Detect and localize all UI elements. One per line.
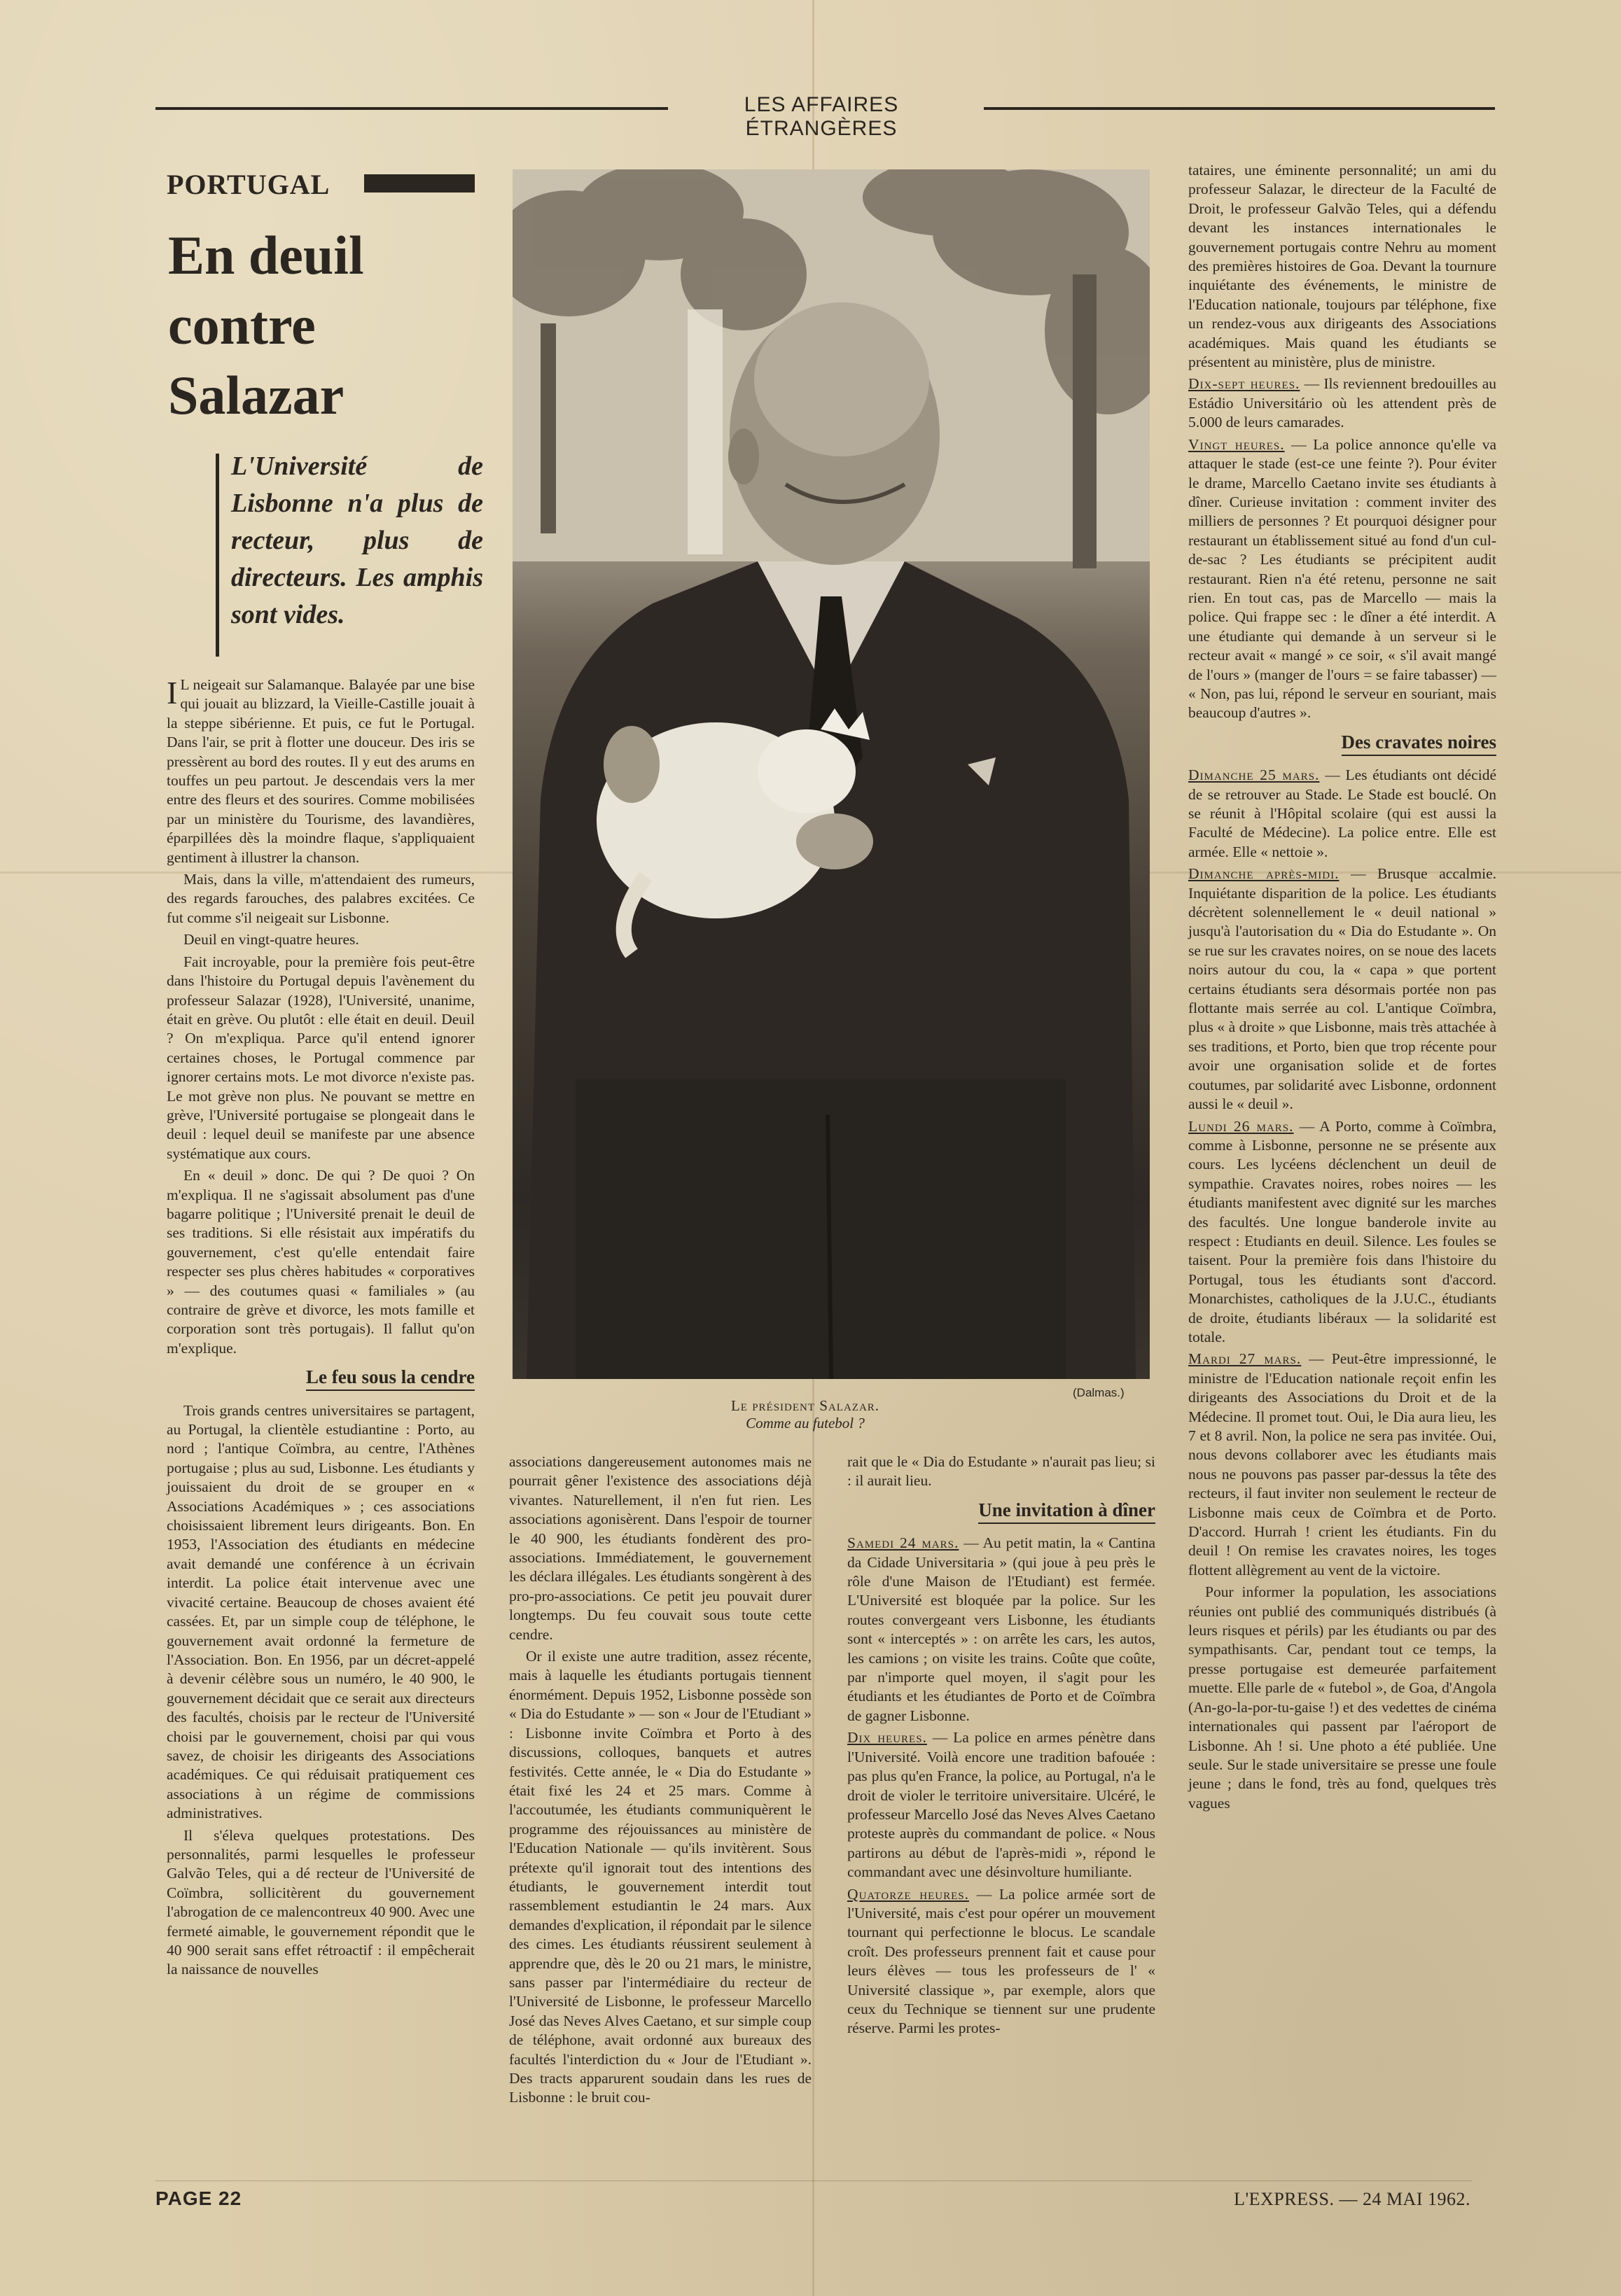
subhead-cravates: Des cravates noires bbox=[1188, 733, 1496, 755]
deck: L'Université de Lisbonne n'a plus de recteur, plus de directeurs. Les amphis sont vides. bbox=[231, 451, 483, 629]
subhead-feu: Le feu sous la cendre bbox=[167, 1368, 475, 1390]
dropcap: I bbox=[167, 675, 178, 710]
kicker-bar bbox=[364, 174, 475, 192]
col1-paragraph-7: Il s'éleva quelques protestations. Des personnalités, parmi lesquelles le professeur Galvão Teles, qui a dé recteur de l'Université de Coïmbra, sollicitèrent du gouvernement l'abrogation de ce malencontreux 40 900. Avec une fermeté aimable, le gouvernement répondit que le 40 900 serait sans effet rétroactif : il empêcherait la naissance de nouvelles bbox=[167, 1826, 475, 1978]
deck-rule bbox=[216, 454, 219, 657]
footer-rule bbox=[155, 2180, 1472, 2181]
col4-paragraph-1: tataires, une éminente personnalité; un ami du professeur Salazar, le directeur de la Faculté de Droit, le professeur Galvão Teles, qui a défendu devant les instances internationales le gouvernement portugais contre Nehru au moment des premières histoires de Goa. Devant la tournure inquiétante des événements, le ministre de l'Education nationale, toujours par téléphone, fixe un rendez-vous aux dirigeants des Associations académiques. Mais quand les étudiants se présentent au ministère, plus de ministre. bbox=[1188, 162, 1496, 371]
timeline-entry-dimanche-apres-midi: Dimanche après-midi. — Brusque accalmie. Inquiétante disparition de la police. Les étudiants décrètent solennellement le « deuil national » jusqu'à l'autorisation du « Dia do Estudante ». On se rue sur les cravates noires, on se noue des lacets noirs autour du cou, la « capa » que portent certains étudiants sera désormais portée non pas flottante mais serrée au col. L'antique Coïmbra, plus « à droite » que Lisbonne, mais très attachée à ses traditions, et Porto, bien que trop récente pour avoir une organisation solide et de fortes coutumes, par solidarité avec Lisbonne, ordonnent aussi le « deuil ». bbox=[1188, 865, 1497, 1113]
timeline-entry-vingt-heures: Vingt heures. — La police annonce qu'elle va attaquer le stade (est-ce une feinte ?). Pour éviter le drame, Marcello Caetano invite ses étudiants à dîner. Curieuse invitation : comment inviter des milliers de personnes ? Et pourquoi désigner pour restaurant un établissement situé au fond d'un cul-de-sac ? Les étudiants se précipitent audit restaurant. Rien n'a été retenu, personne ne sait rien. En tout cas, pas de Marcello — mais la police. Qui frappe sec : le dîner a été interdit. A une étudiante qui demande à un serveur si le recteur avait « mangé » ce soir, « s'il avait mangé de l'ours » (manger de l'ours = se faire tabasser) — « Non, pas lui, répond le serveur en souriant, mais beaucoup d'autres ». bbox=[1188, 435, 1496, 722]
column-2 bbox=[509, 1452, 812, 2110]
column-1 bbox=[167, 676, 475, 1982]
col2-paragraph-1: associations dangereusement autonomes mais ne pourrait gêner l'existence des associations déjà vivantes. Naturellement, il n'en fut rien. Les associations agonisèrent. Dans l'espoir de tourner le 40 900, les étudiants fondèrent des pro-associations. Immédiatement, le gouvernement les déclara illégales. Les étudiants songèrent à des pro-pro-associations. Ce petit jeu pouvait durer longtemps. Du feu couvait sous toute cette cendre. bbox=[509, 1453, 812, 1643]
col1-paragraph-1: L neigeait sur Salamanque. Balayée par une bise qui jouait au blizzard, la Vieille-Castille jouait à la steppe sibérienne. Et puis, ce fut le Portugal. Dans l'air, se prit à flotter une douceur. Des iris se pressèrent au bord des routes. Il y eut des arums en touffes un peu partout. Je descendais vers la mer entre des fleurs et des sourires. Comme mobilisées par un ministère du Tourisme, des lavandières, éparpillées dès la moindre flaque, s'appliquaient gentiment à illustrer la chanson. bbox=[167, 676, 475, 866]
kicker: PORTUGAL bbox=[167, 169, 331, 200]
timeline-entry-samedi: Samedi 24 mars. — Au petit matin, la « Cantina da Cidade Universitaria » (qui joue à peu près le rôle d'une Maison de l'Etudiant) est fermée. L'Université est bloquée par la police. Sur les routes convergeant vers Lisbonne, les étudiants sont « interceptés » : on arrête les cars, les autos, les camions ; on visite les trains. Coûte que coûte, par n'importe quel moyen, il s'agit pour les étudiants et les étudiantes de Porto et de Coïmbra de gagner Lisbonne. bbox=[847, 1534, 1156, 1724]
col3-paragraph-1: rait que le « Dia do Estudante » n'aurait pas lieu; si : il aurait lieu. bbox=[847, 1453, 1155, 1490]
col4-paragraph-last: Pour informer la population, les associations réunies ont publié des communiqués distribués (à leurs risques et périls) par les étudiants ou par des sympathisants. Car, pendant tout ce temps, la presse portugaise est demeurée parfaitement muette. Elle parle de « futebol », de Goa, d'Angola (An-go-la-por-tu-gaise !) et des vedettes de cinéma internationales qui passent par l'aéroport de Lisbonne. Ah ! si. Une photo a été publiée. Une seule. Sur le stade universitaire se presse une foule jeune ; dans le fond, très au fond, quelques très vagues bbox=[1188, 1583, 1496, 1812]
headline-line-1: En deuil bbox=[168, 225, 364, 286]
col1-paragraph-5: En « deuil » donc. De qui ? De quoi ? On m'expliqua. Il ne s'agissait absolument pas d'une bagarre politique ; l'Université prenait le deuil de ses traditions. Si elle résistait aux impératifs du gouvernement, c'est qu'elle entendait faire respecter ses plus chères habitudes « corporatives » — des coutumes quasi « familiales » (au contraire de grève et divorce, les mots famille et corporation sont très portugais). Il fallut qu'on m'explique. bbox=[167, 1167, 475, 1357]
header-rule-left bbox=[155, 107, 668, 110]
timeline-entry-dimanche: Dimanche 25 mars. — Les étudiants ont décidé de se retrouver au Stade. Le Stade est bouclé. On se réunit à l'Hôpital scolaire (qui est aussi la Faculté de Médecine). La police entre. Elle est armée. Elle « nettoie ». bbox=[1188, 766, 1496, 860]
headline-line-2: contre bbox=[168, 295, 316, 356]
column-4 bbox=[1188, 161, 1496, 1816]
col1-paragraph-3: Deuil en vingt-quatre heures. bbox=[183, 931, 359, 948]
timeline-entry-lundi: Lundi 26 mars. — A Porto, comme à Coïmbra, comme à Lisbonne, personne ne se présente aux cours. Les lycéens déclenchent un deuil de sympathie. Cravates noires, robes noires — les étudiants manifestent avec dignité sur les marches des facultés. Une longue banderole invite au respect : Etudiants en deuil. Silence. Les foules se taisent. Pour la première fois dans l'histoire du Portugal, tous les étudiants sont d'accord. Monarchistes, catholiques de la J.U.C., étudiants de droite, étudiants libéraux — la solidarité est totale. bbox=[1188, 1117, 1496, 1345]
subhead-invitation: Une invitation à dîner bbox=[847, 1501, 1155, 1522]
timeline-entry-dix-heures: Dix heures. — La police en armes pénètre dans l'Université. Voilà encore une tradition bafouée : pas plus qu'en France, la police, au Portugal, n'a le droit de violer le territoire universitaire. Ulcéré, le professeur Marcello José das Neves Alves Caetano proteste auprès du commandant de police. « Nous partirons au début de l'après-midi », répond le commandant avec une désinvolture humiliante. bbox=[847, 1729, 1155, 1881]
headline bbox=[168, 220, 364, 430]
caption-line-2: Comme au futebol ? bbox=[746, 1415, 865, 1432]
header-rule-right bbox=[984, 107, 1495, 110]
publication-date: L'EXPRESS. — 24 MAI 1962. bbox=[1234, 2189, 1470, 2209]
timeline-entry-mardi: Mardi 27 mars. — Peut-être impressionné, le ministre de l'Education nationale reçoit enfin les dirigeants des Associations du Droit et de la Médecine. Il promet tout. Oui, le Dia aura lieu, les 7 et 8 avril. Non, la police ne sera pas invitée. Oui, nous devons collaborer avec les étudiants mais nous ne pouvons pas passer par-dessus la tête des recteurs, il faut inviter non seulement le recteur de Lisbonne mais ceux de Coïmbra et de Porto. D'accord. Hurrah ! crient les étudiants. Fin du deuil ! On remise les cravates noires, les toges flottent allègrement au vent de la victoire. bbox=[1188, 1350, 1496, 1578]
caption-line-1: Le président Salazar. bbox=[730, 1397, 880, 1414]
salazar-photo bbox=[513, 169, 1150, 1379]
col2-paragraph-2: Or il existe une autre tradition, assez récente, mais à laquelle les étudiants portugais tiennent énormément. Depuis 1952, Lisbonne possède son « Dia do Estudante » — son « Jour de l'Etudiant » : Lisbonne invite Coïmbra et Porto à des discussions, colloques, banquets et autres festivités. Cette année, le « Dia do Estudante » était fixé les 24 et 25 mars. Comme à l'accoutumée, les étudiants communiquèrent le programme des réjouissances au ministère de l'Education Nationale — qu'ils invitèrent. Sous prétexte qu'il ignorait tout des intentions des étudiants, le gouvernement interdit tout rassemblement estudiantin le 24 mars. Aux demandes d'explication, il répondait par le silence des cimes. Les étudiants réussirent seulement à apprendre que, dès le 20 ou 21 mars, le ministre, sans passer par l'intermédiaire du recteur de l'Université de Lisbonne, le professeur Marcello José das Neves Alves Caetano, et sur simple coup de téléphone, avait ordonné aux bureaux des facultés l'interdiction du « Jour de l'Etudiant ». Des tracts apparurent soudain dans les rues de Lisbonne : le bruit cou- bbox=[509, 1648, 812, 2106]
col1-paragraph-6: Trois grands centres universitaires se partagent, au Portugal, la clientèle estudiantine : Porto, au nord ; l'antique Coïmbra, au centre, l'Athènes portugaise ; plus au sud, Lisbonne. Les étudiants y jouissaient du droit de se grouper en « Associations Académiques » ; ces associations choisissaient librement leurs dirigeants. Bon. En 1953, l'Association des étudiants en médecine avait demandé une conférence à un écrivain interdit. La police était intervenue avec une vivacité certaine. Beaucoup de choses avaient été cassées. Et, par un simple coup de téléphone, le gouvernement avait ordonné la fermeture de l'Association. Bon. En 1956, par un décret-appelé à devenir célèbre sous un numéro, le 40 900, le gouvernement décidait que ce serait aux directeurs des facultés, choisis par le recteur de l'Université choisi par le gouvernement, choisi par qui vous savez, de choisir les dirigeants des Associations académiques. Ce qui réduisait pratiquement ces associations à un régime de commissions administratives. bbox=[167, 1401, 475, 1822]
photo-caption bbox=[630, 1397, 980, 1432]
column-3 bbox=[847, 1452, 1155, 2041]
headline-line-3: Salazar bbox=[168, 365, 345, 426]
timeline-entry-quatorze-heures: Quatorze heures. — La police armée sort de l'Université, mais c'est pour opérer un mouvement tournant qui perfectionne le blocus. Le scandale croît. Des professeurs prennent fait et cause pour leurs élèves — tous les professeurs de l' « Université classique », par exemple, alors que ceux du Technique se tiennent sur une prudente réserve. Parmi les protes- bbox=[847, 1885, 1156, 2037]
section-header: LES AFFAIRES ÉTRANGÈRES bbox=[744, 93, 899, 140]
photo-credit: (Dalmas.) bbox=[1073, 1386, 1125, 1399]
timeline-entry-dix-sept-heures: Dix-sept heures. — Ils reviennent bredouilles au Estádio Universitário où les attendent près de 5.000 de leurs camarades. bbox=[1188, 375, 1496, 431]
photo-illustration bbox=[513, 169, 1150, 1379]
col1-paragraph-4: Fait incroyable, pour la première fois peut-être dans l'histoire du Portugal depuis l'avènement du professeur Salazar (1928), l'Université, unanime, était en grève. Ou plutôt : elle était en deuil. Deuil ? On m'expliqua. Parce qu'il entend ignorer certaines choses, le Portugal commence par ignorer certains mots. Le mot divorce n'existe pas. Le mot grève non plus. Ne pouvant se mettre en grève, l'Université portugaise se plongeait dans le deuil : lequel deuil se manifeste par une absence systématique aux cours. bbox=[167, 953, 475, 1162]
page-number: PAGE 22 bbox=[155, 2188, 242, 2209]
col1-paragraph-2: Mais, dans la ville, m'attendaient des rumeurs, des regards farouches, des palabres excitées. Ce fut comme s'il neigeait sur Lisbonne. bbox=[167, 871, 475, 926]
